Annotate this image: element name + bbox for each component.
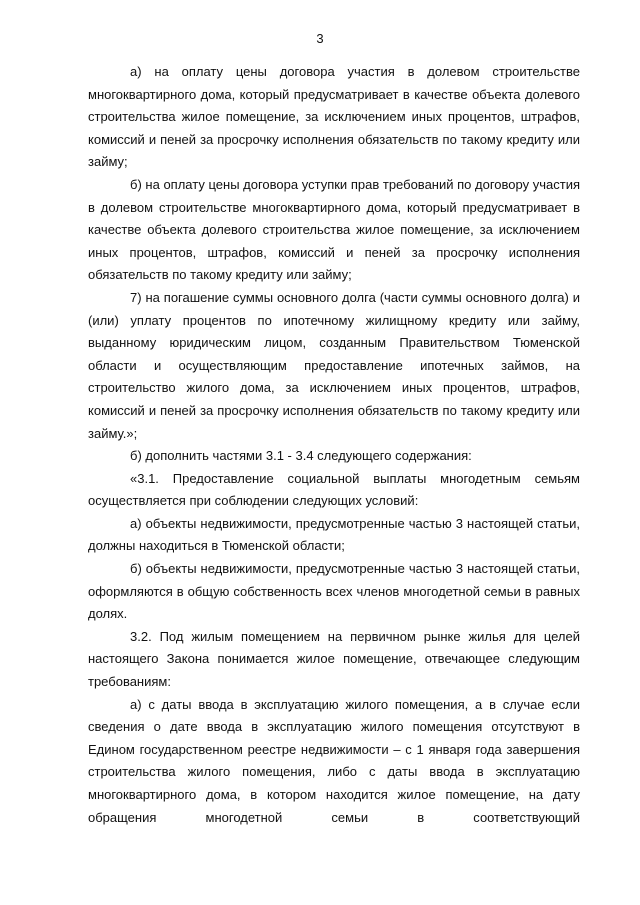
paragraph-b-add-parts: б) дополнить частями 3.1 - 3.4 следующего содержания: bbox=[130, 448, 472, 464]
paragraph-a-tyumen-location: а) объекты недвижимости, предусмотренные частью 3 настоящей статьи, должны находиться в Тюменской области; bbox=[88, 515, 580, 554]
paragraph-a-commissioning-date: а) с даты ввода в эксплуатацию жилого помещения, а в случае если сведения о дате ввода в эксплуатацию жилого помещения отсутствуют в Едином государственном реестре недвижимости – с 1 января года завершения строительства жилого помещения, либо с даты ввода в эксплуатацию многоквартирного дома, в котором находится жилое помещение, на дату обращения многодетной семьи в соответствующий bbox=[88, 696, 580, 825]
paragraph-3-2-definition: 3.2. Под жилым помещением на первичном рынке жилья для целей настоящего Закона понимается жилое помещение, отвечающее следующим требованиям: bbox=[88, 628, 580, 690]
paragraph-b-assignment-contract: б) на оплату цены договора уступки прав требований по договору участия в долевом строительстве многоквартирного дома, который предусматривает в качестве объекта долевого строительства жилое помещение, за исключением иных процентов, штрафов, комиссий и пеней за просрочку исполнения обязательств по такому кредиту или займу; bbox=[88, 176, 580, 283]
paragraph-3-1-conditions: «3.1. Предоставление социальной выплаты многодетным семьям осуществляется при соблюдении следующих условий: bbox=[88, 470, 580, 509]
document-body bbox=[88, 61, 580, 829]
paragraph-b-common-ownership: б) объекты недвижимости, предусмотренные частью 3 настоящей статьи, оформляются в общую собственность всех членов многодетной семьи в равных долях. bbox=[88, 561, 580, 622]
paragraph-7-loan-repayment: 7) на погашение суммы основного долга (части суммы основного долга) и (или) уплату процентов по ипотечному жилищному кредиту или займу, выданному юридическим лицом, созданным Правительством Тюменской области и осуществляющим предоставление ипотечных займов, на строительство жилого дома, за исключением иных процентов, штрафов, комиссий и пеней за просрочку исполнения обязательств по такому кредиту или займу.»; bbox=[88, 289, 580, 441]
paragraph-a-payment-contract: а) на оплату цены договора участия в долевом строительстве многоквартирного дома, который предусматривает в качестве объекта долевого строительства жилое помещение, за исключением иных процентов, штрафов, комиссий и пеней за просрочку исполнения обязательств по такому кредиту или займу; bbox=[88, 64, 580, 170]
page-number: 3 bbox=[316, 31, 324, 46]
